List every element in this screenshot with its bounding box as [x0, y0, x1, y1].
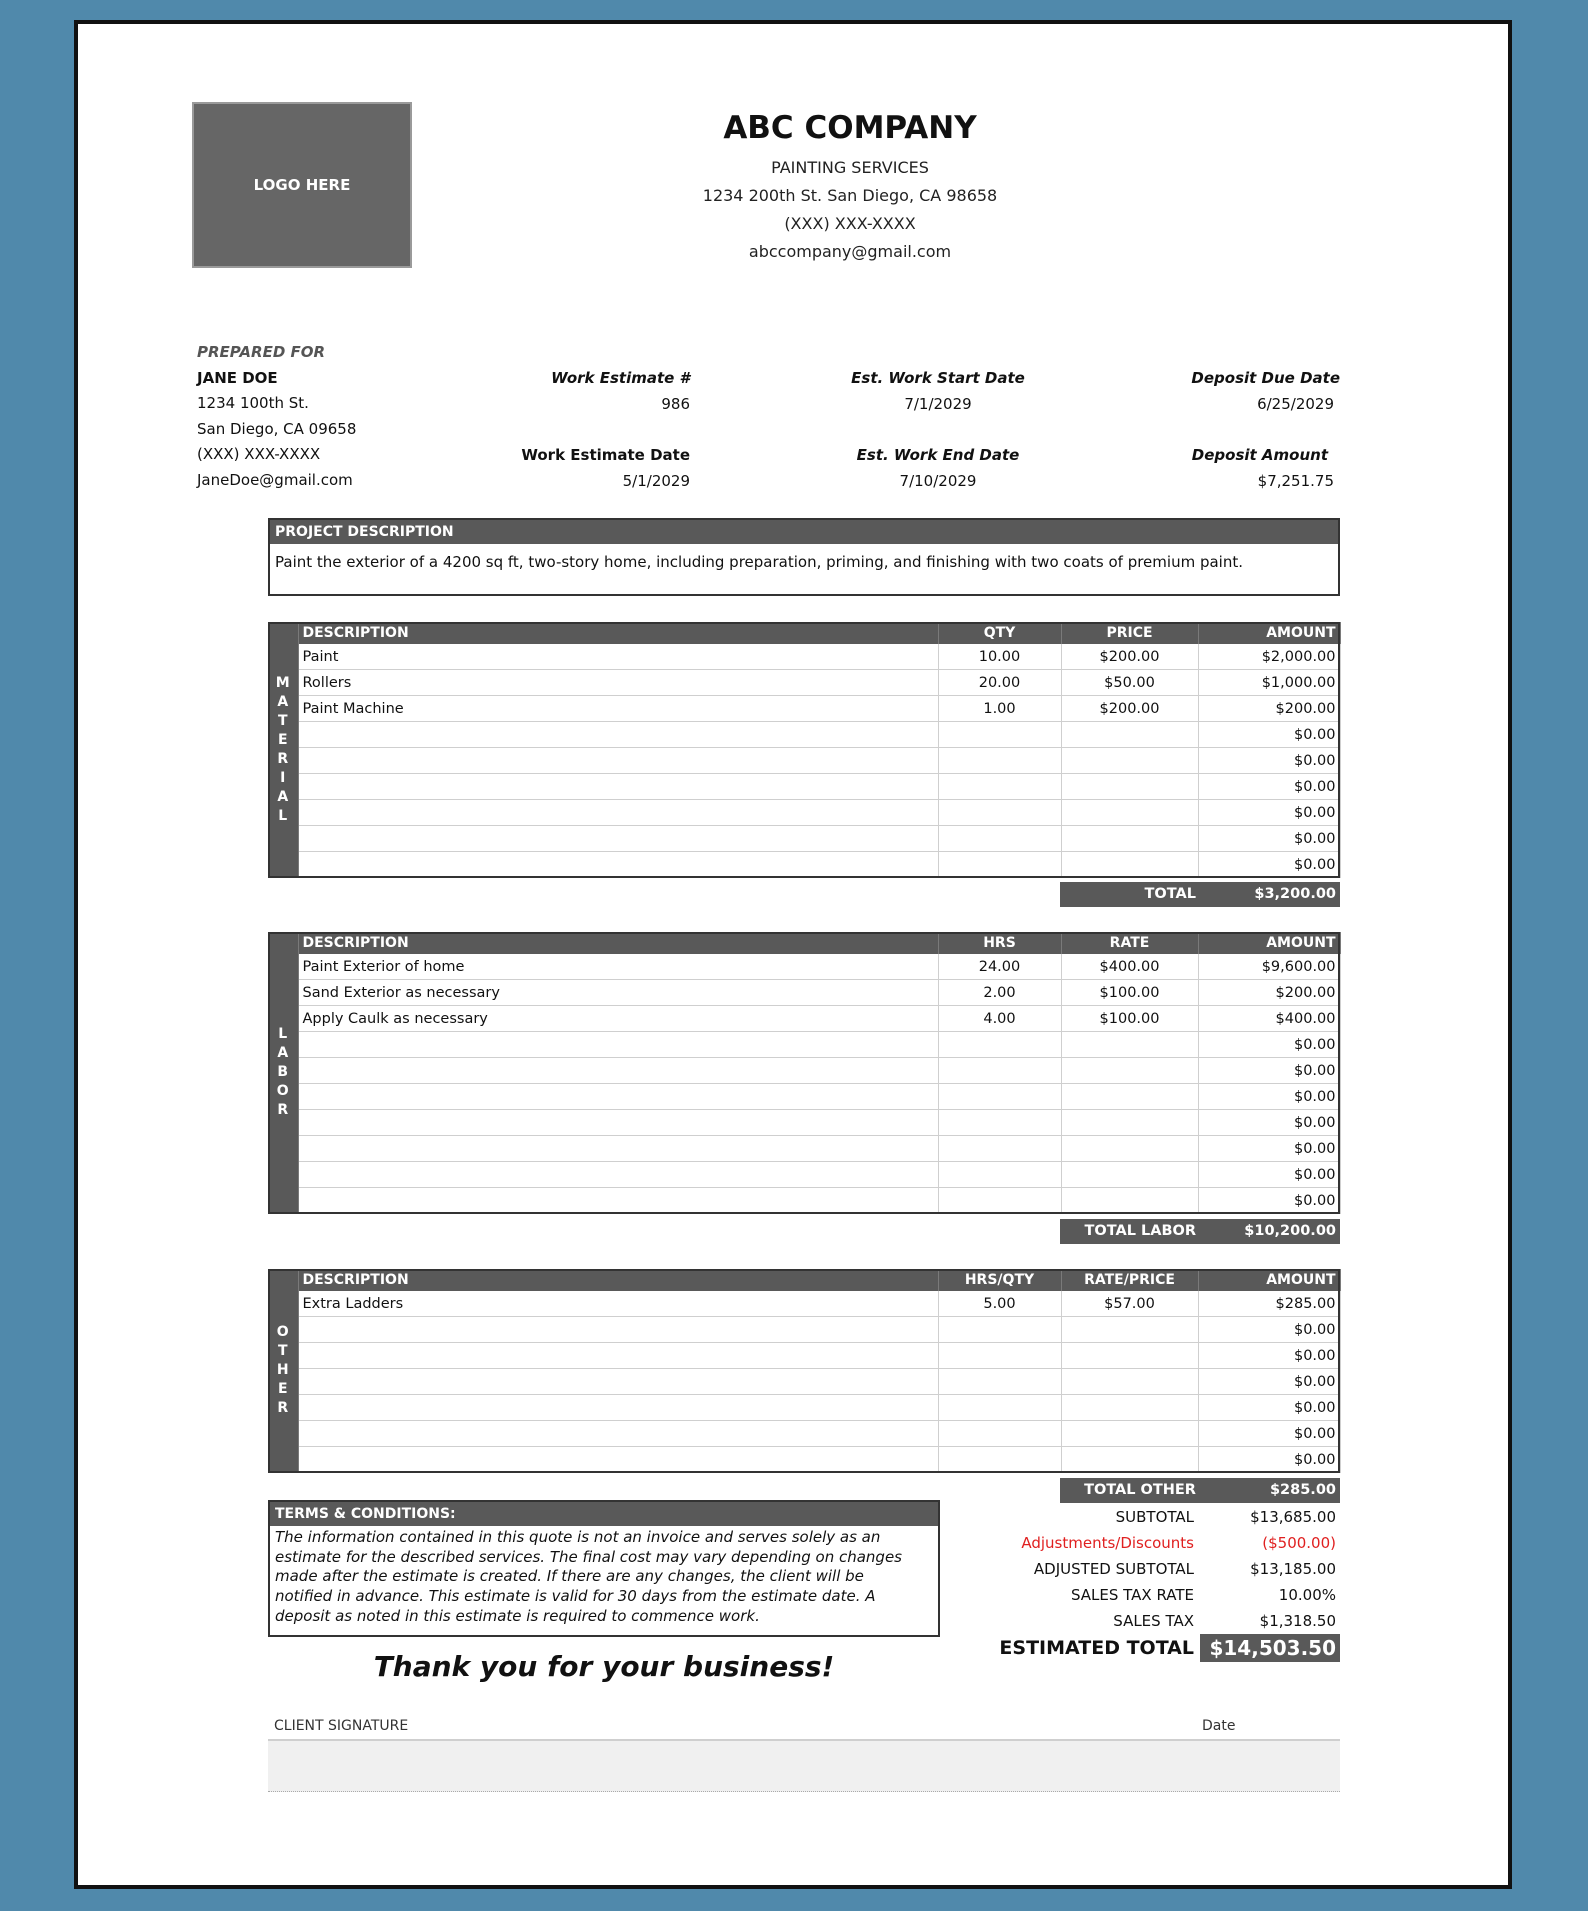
- labor-cell[interactable]: $100.00: [1061, 980, 1198, 1006]
- labor-cell[interactable]: $0.00: [1198, 1032, 1340, 1058]
- deposit-due-block: [1140, 366, 1340, 417]
- other-cell[interactable]: [938, 1421, 1061, 1447]
- labor-cell[interactable]: [1061, 1162, 1198, 1188]
- other-section-letter: H: [276, 1362, 289, 1379]
- material-cell[interactable]: $0.00: [1198, 800, 1340, 826]
- subtotal-row: [920, 1504, 1340, 1530]
- adjustments-row: [920, 1530, 1340, 1556]
- labor-cell[interactable]: [1061, 1110, 1198, 1136]
- other-cell[interactable]: [298, 1317, 938, 1343]
- material-col-header: QTY: [938, 622, 1061, 644]
- other-cell[interactable]: $57.00: [1061, 1291, 1198, 1317]
- other-total-label: TOTAL OTHER: [1084, 1482, 1196, 1498]
- company-header: [600, 110, 1100, 266]
- material-cell[interactable]: 20.00: [938, 670, 1061, 696]
- table-row: [268, 1317, 1340, 1343]
- logo-placeholder: [192, 102, 412, 268]
- other-col-header: HRS/QTY: [938, 1269, 1061, 1291]
- table-row: [268, 1369, 1340, 1395]
- labor-cell[interactable]: [1061, 1084, 1198, 1110]
- material-cell[interactable]: $0.00: [1198, 722, 1340, 748]
- labor-cell[interactable]: [938, 1188, 1061, 1214]
- material-cell[interactable]: Paint Machine: [298, 696, 938, 722]
- project-description-text: Paint the exterior of a 4200 sq ft, two-story home, including preparation, priming, and finishing with two coats of premium paint.: [275, 553, 1243, 571]
- company-address: 1234 200th St. San Diego, CA 98658: [702, 186, 998, 205]
- estimate-date-label: Work Estimate Date: [521, 446, 690, 464]
- other-cell[interactable]: [938, 1317, 1061, 1343]
- sales-tax-label: SALES TAX: [1113, 1612, 1194, 1630]
- terms-line: estimate for the described services. The final cost may vary depending on changes: [275, 1547, 902, 1566]
- thank-you-message: Thank you for your business!: [373, 1650, 835, 1683]
- other-cell[interactable]: [938, 1395, 1061, 1421]
- sales-tax-row: [920, 1608, 1340, 1634]
- table-row: [268, 1421, 1340, 1447]
- labor-cell[interactable]: $0.00: [1198, 1110, 1340, 1136]
- client-name: JANE DOE: [197, 368, 278, 387]
- other-section-letter: T: [277, 1343, 288, 1360]
- material-section-letter: L: [278, 807, 288, 824]
- material-section-letter: A: [277, 788, 289, 805]
- labor-cell[interactable]: Apply Caulk as necessary: [298, 1006, 938, 1032]
- material-cell[interactable]: $200.00: [1198, 696, 1340, 722]
- material-cell[interactable]: 10.00: [938, 644, 1061, 670]
- material-cell[interactable]: [938, 826, 1061, 852]
- material-header-row: [268, 622, 1340, 644]
- tax-rate-row: [920, 1582, 1340, 1608]
- material-cell[interactable]: $0.00: [1198, 852, 1340, 878]
- material-cell[interactable]: $200.00: [1061, 696, 1198, 722]
- signature-date-label: Date: [1202, 1718, 1236, 1734]
- logo-text: LOGO HERE: [253, 176, 351, 194]
- estimate-number: 986: [661, 394, 690, 413]
- deposit-due-date: 6/25/2029: [1257, 394, 1334, 413]
- material-cell[interactable]: [938, 852, 1061, 878]
- client-street: 1234 100th St.: [197, 394, 309, 412]
- client-city: San Diego, CA 09658: [197, 419, 357, 438]
- material-cell[interactable]: $1,000.00: [1198, 670, 1340, 696]
- other-header-row: [268, 1269, 1340, 1291]
- labor-cell[interactable]: Sand Exterior as necessary: [298, 980, 938, 1006]
- table-row: [268, 722, 1340, 748]
- start-date-block: [830, 366, 1046, 417]
- material-section-letter: E: [277, 731, 288, 748]
- labor-section-letter: R: [277, 1102, 289, 1119]
- table-row: [268, 670, 1340, 696]
- table-row: [268, 852, 1340, 878]
- deposit-amount-label: Deposit Amount: [1191, 446, 1328, 464]
- table-row: [268, 1084, 1340, 1110]
- material-cell[interactable]: 1.00: [938, 696, 1061, 722]
- material-cell[interactable]: [938, 800, 1061, 826]
- labor-header-row: [268, 932, 1340, 954]
- table-row: [268, 748, 1340, 774]
- table-row: [268, 1110, 1340, 1136]
- labor-cell[interactable]: $0.00: [1198, 1084, 1340, 1110]
- table-row: [268, 800, 1340, 826]
- company-name: ABC COMPANY: [723, 110, 977, 146]
- material-cell[interactable]: Rollers: [298, 670, 938, 696]
- labor-cell[interactable]: [1061, 1058, 1198, 1084]
- terms-label: TERMS & CONDITIONS:: [270, 1502, 938, 1526]
- other-section-letter: O: [276, 1324, 289, 1341]
- other-total-bar: [1060, 1478, 1340, 1503]
- labor-cell[interactable]: $400.00: [1061, 954, 1198, 980]
- estimated-total-label: ESTIMATED TOTAL: [999, 1637, 1194, 1659]
- other-cell[interactable]: $0.00: [1198, 1317, 1340, 1343]
- material-section-letter: T: [277, 712, 288, 729]
- other-cell[interactable]: [938, 1343, 1061, 1369]
- table-row: [268, 696, 1340, 722]
- client-signature-label: CLIENT SIGNATURE: [274, 1718, 409, 1734]
- other-cell[interactable]: [298, 1447, 938, 1473]
- adjustments-label: Adjustments/Discounts: [1021, 1534, 1194, 1552]
- labor-cell[interactable]: [298, 1110, 938, 1136]
- labor-cell[interactable]: $0.00: [1198, 1136, 1340, 1162]
- other-cell[interactable]: [938, 1369, 1061, 1395]
- material-cell[interactable]: [298, 748, 938, 774]
- sales-tax-value: $1,318.50: [1259, 1612, 1336, 1630]
- estimated-total-value: $14,503.50: [1200, 1634, 1340, 1662]
- client-phone: (XXX) XXX-XXXX: [197, 445, 321, 463]
- other-col-header: DESCRIPTION: [298, 1269, 938, 1291]
- project-description: [268, 518, 1340, 596]
- estimate-date-block: [520, 443, 690, 494]
- labor-cell[interactable]: [938, 1058, 1061, 1084]
- labor-cell[interactable]: [938, 1162, 1061, 1188]
- labor-total-bar: [1060, 1219, 1340, 1244]
- other-cell[interactable]: [1061, 1421, 1198, 1447]
- estimate-number-label: Work Estimate #: [551, 369, 690, 387]
- material-cell[interactable]: [938, 748, 1061, 774]
- other-cell[interactable]: $285.00: [1198, 1291, 1340, 1317]
- other-cell[interactable]: [938, 1447, 1061, 1473]
- start-date: 7/1/2029: [904, 394, 972, 413]
- prepared-for-label: PREPARED FOR: [197, 343, 326, 361]
- labor-cell[interactable]: $200.00: [1198, 980, 1340, 1006]
- labor-cell[interactable]: [938, 1136, 1061, 1162]
- labor-section-letter: A: [277, 1045, 289, 1062]
- material-section-label: [268, 622, 298, 878]
- labor-cell[interactable]: [938, 1084, 1061, 1110]
- client-email: JaneDoe@gmail.com: [197, 470, 353, 489]
- estimate-number-block: [520, 366, 690, 417]
- material-cell[interactable]: [298, 852, 938, 878]
- table-row: [268, 1188, 1340, 1214]
- other-cell[interactable]: $0.00: [1198, 1343, 1340, 1369]
- other-cell[interactable]: [1061, 1369, 1198, 1395]
- company-tagline: PAINTING SERVICES: [771, 158, 929, 177]
- material-table: [268, 622, 1341, 878]
- company-email: abccompany@gmail.com: [748, 242, 952, 261]
- material-cell[interactable]: [938, 722, 1061, 748]
- material-col-header: PRICE: [1061, 622, 1198, 644]
- labor-cell[interactable]: [298, 1084, 938, 1110]
- material-cell[interactable]: $50.00: [1061, 670, 1198, 696]
- other-cell[interactable]: [1061, 1447, 1198, 1473]
- labor-col-header: RATE: [1061, 932, 1198, 954]
- material-cell[interactable]: $200.00: [1061, 644, 1198, 670]
- other-cell[interactable]: [298, 1395, 938, 1421]
- labor-col-header: DESCRIPTION: [298, 932, 938, 954]
- labor-section-letter: B: [277, 1064, 289, 1081]
- terms-text: [270, 1526, 938, 1629]
- signature-field[interactable]: [268, 1739, 1340, 1792]
- labor-cell[interactable]: $9,600.00: [1198, 954, 1340, 980]
- table-row: [268, 1006, 1340, 1032]
- adjusted-subtotal-row: [920, 1556, 1340, 1582]
- table-row: [268, 826, 1340, 852]
- labor-cell[interactable]: [298, 1162, 938, 1188]
- subtotal-label: SUBTOTAL: [1115, 1508, 1194, 1526]
- labor-cell[interactable]: 4.00: [938, 1006, 1061, 1032]
- labor-cell[interactable]: 2.00: [938, 980, 1061, 1006]
- start-date-label: Est. Work Start Date: [851, 369, 1025, 387]
- other-cell[interactable]: [298, 1369, 938, 1395]
- other-table: [268, 1269, 1341, 1473]
- labor-section-letter: O: [276, 1083, 289, 1100]
- material-cell[interactable]: [1061, 800, 1198, 826]
- labor-cell[interactable]: 24.00: [938, 954, 1061, 980]
- labor-cell[interactable]: Paint Exterior of home: [298, 954, 938, 980]
- material-cell[interactable]: Paint: [298, 644, 938, 670]
- other-cell[interactable]: Extra Ladders: [298, 1291, 938, 1317]
- terms-line: deposit as noted in this estimate is required to commence work.: [275, 1606, 760, 1625]
- other-section-letter: R: [277, 1400, 289, 1417]
- other-section-letter: E: [277, 1381, 288, 1398]
- material-cell[interactable]: [938, 774, 1061, 800]
- labor-col-header: HRS: [938, 932, 1061, 954]
- company-phone: (XXX) XXX-XXXX: [784, 214, 916, 233]
- labor-cell[interactable]: [1061, 1188, 1198, 1214]
- other-cell[interactable]: [298, 1421, 938, 1447]
- other-cell[interactable]: $0.00: [1198, 1421, 1340, 1447]
- deposit-amount-block: [1140, 443, 1340, 494]
- material-col-header: AMOUNT: [1198, 622, 1340, 644]
- table-row: [268, 980, 1340, 1006]
- material-cell[interactable]: [1061, 826, 1198, 852]
- adjusted-subtotal-label: ADJUSTED SUBTOTAL: [1033, 1560, 1194, 1578]
- labor-col-header: AMOUNT: [1198, 932, 1340, 954]
- project-description-label: PROJECT DESCRIPTION: [270, 520, 1338, 544]
- estimate-date: 5/1/2029: [622, 471, 690, 490]
- material-cell[interactable]: [1061, 722, 1198, 748]
- end-date: 7/10/2029: [899, 471, 977, 490]
- labor-section-label: [268, 932, 298, 1214]
- deposit-amount: $7,251.75: [1257, 471, 1334, 490]
- table-row: [268, 1032, 1340, 1058]
- table-row: [268, 644, 1340, 670]
- other-section-label: [268, 1269, 298, 1473]
- tax-rate-label: SALES TAX RATE: [1070, 1586, 1194, 1604]
- labor-total-value: $10,200.00: [1244, 1223, 1336, 1239]
- other-col-header: AMOUNT: [1198, 1269, 1340, 1291]
- material-section-letter: I: [280, 769, 286, 786]
- material-section-letter: M: [275, 674, 290, 691]
- prepared-for: [197, 340, 356, 493]
- terms-line: made after the estimate is created. If there are any changes, the client will be: [275, 1567, 864, 1586]
- other-cell[interactable]: [1061, 1395, 1198, 1421]
- other-cell[interactable]: [1061, 1343, 1198, 1369]
- adjustments-value: ($500.00): [1262, 1534, 1336, 1552]
- tax-rate-value: 10.00%: [1278, 1586, 1336, 1604]
- material-cell[interactable]: $0.00: [1198, 774, 1340, 800]
- material-total-value: $3,200.00: [1254, 886, 1336, 902]
- labor-cell[interactable]: [298, 1032, 938, 1058]
- adjusted-subtotal-value: $13,185.00: [1250, 1560, 1336, 1578]
- material-cell[interactable]: $0.00: [1198, 748, 1340, 774]
- terms-box: [268, 1500, 940, 1637]
- table-row: [268, 1162, 1340, 1188]
- labor-cell[interactable]: [1061, 1032, 1198, 1058]
- labor-cell[interactable]: [1061, 1136, 1198, 1162]
- material-cell[interactable]: [298, 826, 938, 852]
- table-row: [268, 1447, 1340, 1473]
- material-cell[interactable]: [298, 722, 938, 748]
- material-cell[interactable]: [298, 774, 938, 800]
- end-date-label: Est. Work End Date: [856, 446, 1020, 464]
- table-row: [268, 1291, 1340, 1317]
- terms-line: The information contained in this quote is not an invoice and serves solely as an: [275, 1528, 881, 1546]
- material-cell[interactable]: [298, 800, 938, 826]
- material-section-letter: R: [277, 750, 289, 767]
- material-cell[interactable]: [1061, 748, 1198, 774]
- labor-cell[interactable]: $0.00: [1198, 1188, 1340, 1214]
- labor-cell[interactable]: [298, 1136, 938, 1162]
- labor-cell[interactable]: $100.00: [1061, 1006, 1198, 1032]
- labor-section-letter: L: [278, 1026, 288, 1043]
- end-date-block: [830, 443, 1046, 494]
- table-row: [268, 1136, 1340, 1162]
- estimated-total-row: [920, 1634, 1340, 1662]
- material-cell[interactable]: [1061, 852, 1198, 878]
- material-cell[interactable]: $0.00: [1198, 826, 1340, 852]
- labor-total-label: TOTAL LABOR: [1084, 1223, 1196, 1239]
- other-col-header: RATE/PRICE: [1061, 1269, 1198, 1291]
- other-cell[interactable]: $0.00: [1198, 1447, 1340, 1473]
- table-row: [268, 1395, 1340, 1421]
- material-cell[interactable]: $2,000.00: [1198, 644, 1340, 670]
- other-cell[interactable]: [298, 1343, 938, 1369]
- other-cell[interactable]: [1061, 1317, 1198, 1343]
- labor-cell[interactable]: $0.00: [1198, 1162, 1340, 1188]
- other-cell[interactable]: $0.00: [1198, 1395, 1340, 1421]
- labor-cell[interactable]: [938, 1110, 1061, 1136]
- labor-cell[interactable]: $0.00: [1198, 1058, 1340, 1084]
- other-cell[interactable]: 5.00: [938, 1291, 1061, 1317]
- table-row: [268, 1058, 1340, 1084]
- subtotal-value: $13,685.00: [1250, 1508, 1336, 1526]
- labor-cell[interactable]: [298, 1188, 938, 1214]
- material-cell[interactable]: [1061, 774, 1198, 800]
- terms-line: notified in advance. This estimate is valid for 30 days from the estimate date. A: [275, 1587, 876, 1606]
- labor-cell[interactable]: [298, 1058, 938, 1084]
- labor-cell[interactable]: $400.00: [1198, 1006, 1340, 1032]
- labor-cell[interactable]: [938, 1032, 1061, 1058]
- other-total-value: $285.00: [1269, 1482, 1336, 1498]
- table-row: [268, 954, 1340, 980]
- deposit-due-label: Deposit Due Date: [1191, 369, 1340, 387]
- table-row: [268, 774, 1340, 800]
- labor-table: [268, 932, 1341, 1214]
- material-section-letter: A: [277, 693, 289, 710]
- material-total-bar: [1060, 882, 1340, 927]
- other-cell[interactable]: $0.00: [1198, 1369, 1340, 1395]
- table-row: [268, 1343, 1340, 1369]
- material-col-header: DESCRIPTION: [298, 622, 938, 644]
- material-total-label: TOTAL MATERIAL: [1114, 886, 1196, 927]
